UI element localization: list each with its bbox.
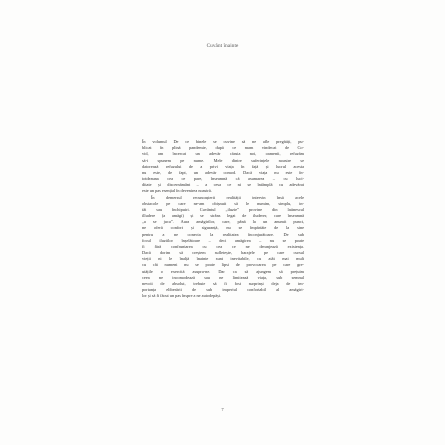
text-line: obstacole pe care ne-am obișnuit să le numim, simplu, in- <box>142 200 304 206</box>
text-line: nu este, de fapt, un adevăr comod. Dacă viața nu este în- <box>142 169 304 175</box>
text-line: este un pas esențial în devenirea noastră. <box>142 188 212 194</box>
text-line: illudere (a amăgi) și se strâns legat de iluderer, care înseamnă <box>142 213 304 219</box>
text-line: ne oferă confort și siguranță, nu se împărtăie de la sine <box>142 225 304 231</box>
text-line: să-i spunem pe nume. Mele dintre suferințele noastre se <box>142 157 304 163</box>
text-line: vid, am încercat un adevăr căruia noi, oamenii, refuzăm <box>142 151 304 157</box>
text-line: ditate și discernământ – a cesa ce ni se întâmplă cu adevărat <box>142 182 304 188</box>
text-line: lor și să fi făcut un pas înspre a ne autodepăși. <box>142 293 222 299</box>
page-number: 7 <box>221 407 224 412</box>
text-line: „a se juca”. Aura amăgirilor, care, până la un anumit punct, <box>142 219 304 225</box>
text-line: fi fără confruntarea cu cea ce ne deranjează existența. <box>142 243 304 249</box>
text-line: În demersul recunoașterii realității intervin însă acele <box>151 194 304 200</box>
text-line: În volumul De ce binele se cuvine să ne afle pregătiți, pu- <box>142 139 304 144</box>
text-line: portanța eliberării de sub imperiul confortabil al amăgiri- <box>142 287 304 293</box>
text-line: vieții ni le înalță înainte sunt inevitabile, cu atât mai mult <box>142 256 304 262</box>
text-line: pentru a ne conecta la realitatea înconjurătoare. De sub <box>142 231 304 237</box>
text-line: ceea ne incomodează sau ne limitează viața, sub semnul <box>142 274 304 280</box>
text-line: Dacă dorim să creștem sufletește, barajele pe care cursul <box>142 250 304 256</box>
text-line: focul iluziilor înșelătoare – deci amăgirea – nu se poate <box>142 237 304 243</box>
text-line: nevoii de absolut, trebuie să fi fost surprinși deja de im- <box>142 280 304 286</box>
running-header: Cuvânt înainte <box>206 43 239 49</box>
text-line: datorează refuzului de a privi viața în față și lucrul acesta <box>142 163 304 169</box>
body-text <box>142 139 304 403</box>
text-line: blicat în plină pandemie, după ce mam vindecat de Co- <box>142 145 304 151</box>
text-line: totdeauna cea ce pare, înseamnă că asumarea – cu luci- <box>142 176 304 182</box>
text-line: cu cât numeni nu se poate lipsi de provocarea pe care gre- <box>142 262 304 268</box>
text-line: tâi sau închipuiri. Cuvântul „iluzie” provine din latinescul <box>142 206 304 212</box>
text-line: utățile o exercită asupra-ne. Dar ca să ajungem să prețuim <box>142 268 304 274</box>
